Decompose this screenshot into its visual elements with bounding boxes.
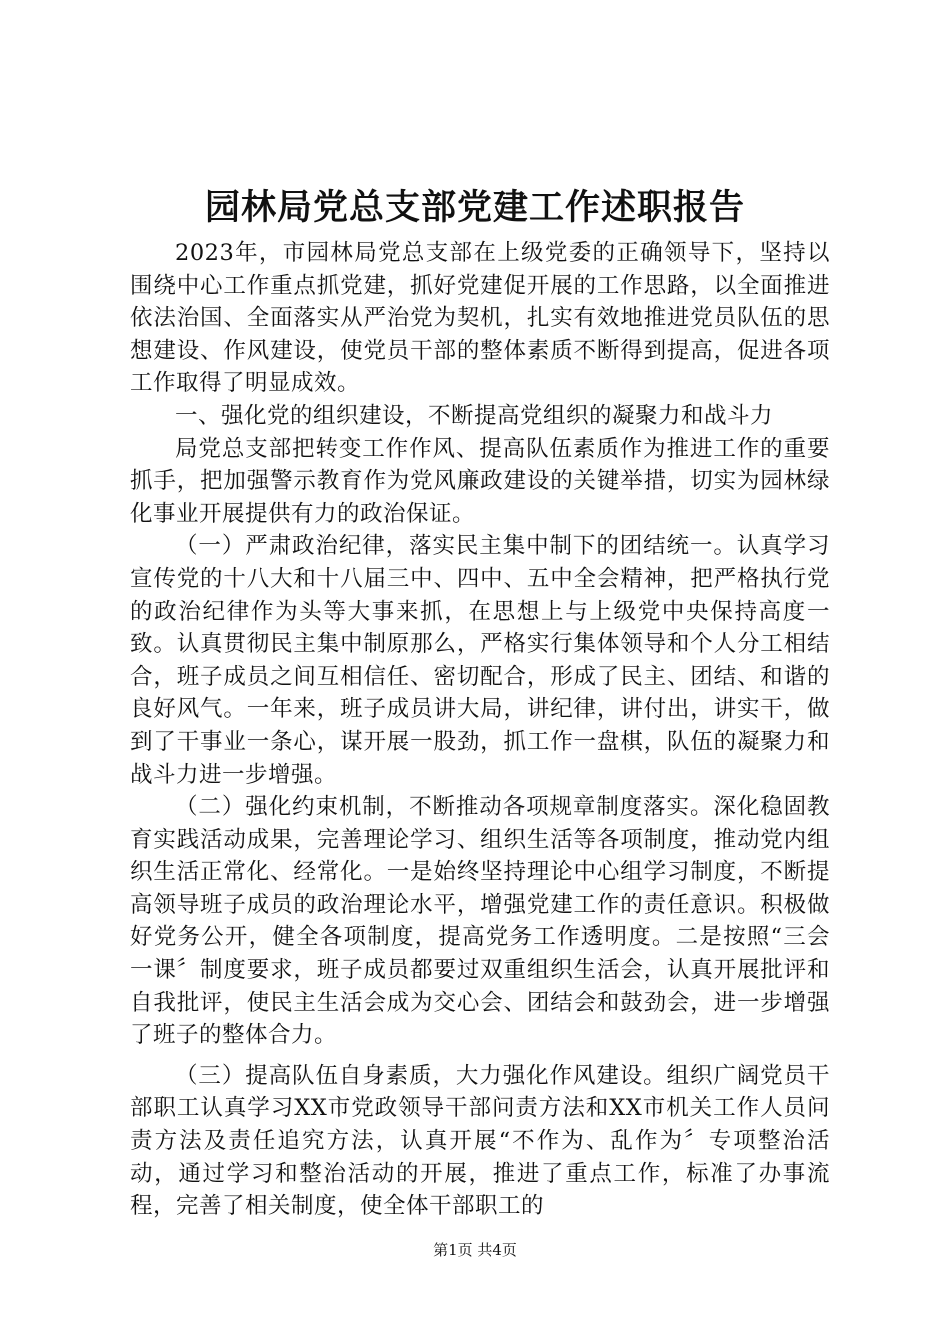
subsection-2-paragraph: （二）强化约束机制，不断推动各项规章制度落实。深化稳固教育实践活动成果，完善理论学习、组织生活等各项制度，推动党内组织生活正常化、经常化。一是始终坚持理论中心组学习制度，不断提高领导班子成员的政治理论水平，增强党建工作的责任意识。积极做好党务公开，健全各项制度，提高党务工作透明度。二是按照“三会一课〞制度要求，班子成员都要过双重组织生活会，认真开展批评和自我批评，使民主生活会成为交心会、团结会和鼓劲会，进一步增强了班子的整体合力。 — [130, 794, 830, 1049]
section-heading-1: 一、强化党的组织建设，不断提高党组织的凝聚力和战斗力 — [175, 402, 774, 429]
section-1-intro-paragraph: 局党总支部把转变工作作风、提高队伍素质作为推进工作的重要抓手，把加强警示教育作为党风廉政建设的关键举措，切实为园林绿化事业开展提供有力的政治保证。 — [130, 435, 830, 527]
subsection-1-paragraph: （一）严肃政治纪律，落实民主集中制下的团结统一。认真学习宣传党的十八大和十八届三中、四中、五中全会精神，把严格执行党的政治纪律作为头等大事来抓，在思想上与上级党中央保持高度一致。认真贯彻民主集中制原那么，严格实行集体领导和个人分工相结合，班子成员之间互相信任、密切配合，形成了民主、团结、和谐的良好风气。一年来，班子成员讲大局，讲纪律，讲付出，讲实干，做到了干事业一条心，谋开展一股劲，抓工作一盘棋，队伍的凝聚力和战斗力进一步增强。 — [130, 533, 830, 788]
document-title: 园林局党总支部党建工作述职报告 — [204, 187, 745, 228]
document-body — [130, 237, 830, 1223]
intro-paragraph: 2023年，市园林局党总支部在上级党委的正确领导下，坚持以围绕中心工作重点抓党建，抓好党建促开展的工作思路，以全面推进依法治国、全面落实从严治党为契机，扎实有效地推进党员队伍的思想建设、作风建设，使党员干部的整体素质不断得到提高，促进各项工作取得了明显成效。 — [130, 240, 830, 397]
subsection-3-paragraph: （三）提高队伍自身素质，大力强化作风建设。组织广阔党员干部职工认真学习XX市党政领导干部问责方法和XX市机关工作人员问责方法及责任追究方法，认真开展“不作为、乱作为〞专项整治活动，通过学习和整治活动的开展，推进了重点工作，标准了办事流程，完善了相关制度，使全体干部职工的 — [130, 1062, 830, 1220]
page-number-footer: 第1页 共4页 — [433, 1241, 517, 1259]
